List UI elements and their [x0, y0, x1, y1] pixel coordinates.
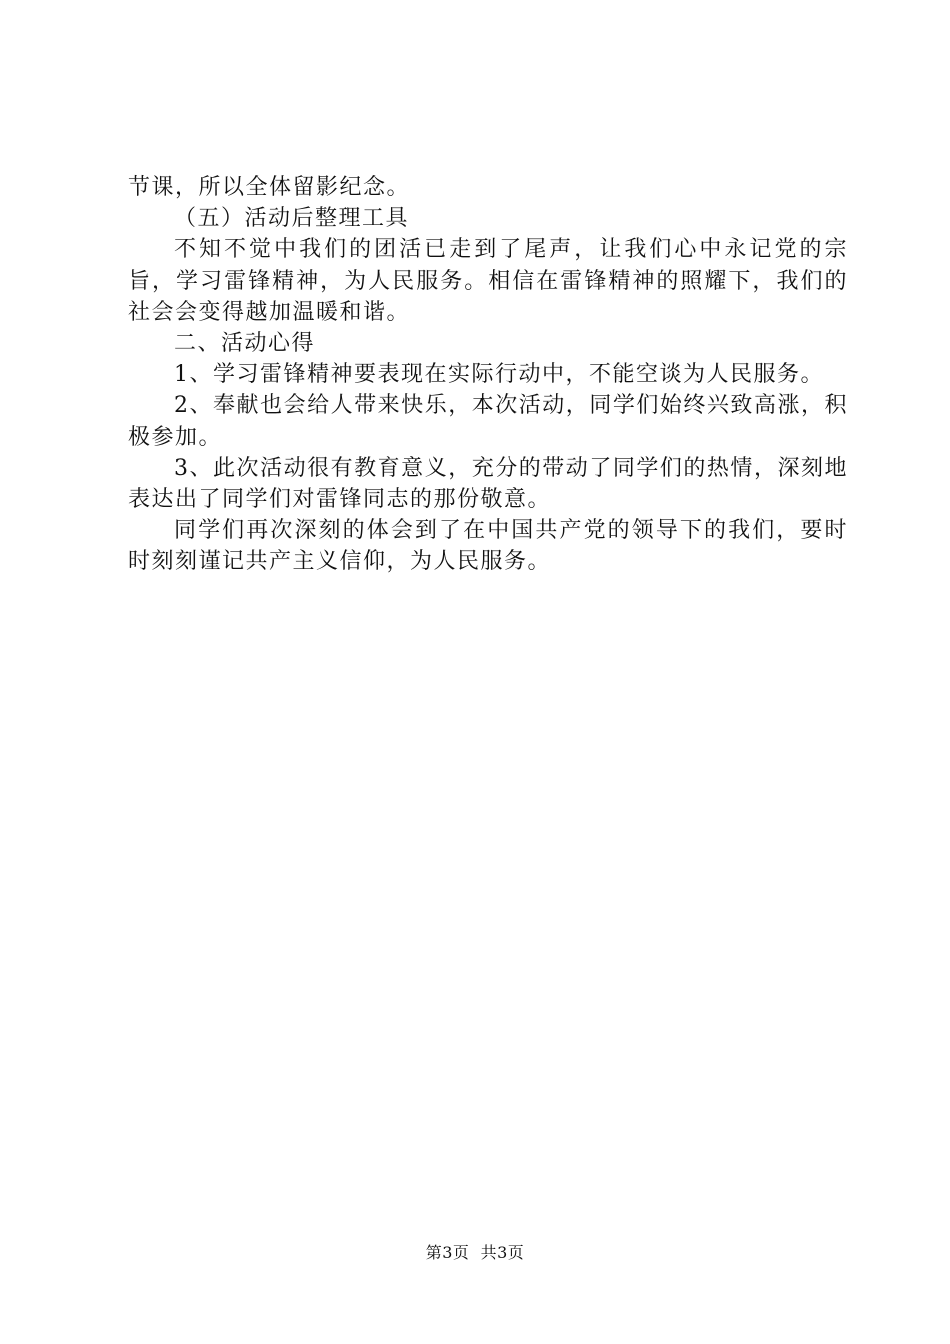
document-body — [128, 172, 848, 578]
paragraph-8: 同学们再次深刻的体会到了在中国共产党的领导下的我们，要时时刻刻谨记共产主义信仰，为人民服务。 — [128, 518, 848, 575]
paragraph-4-section-heading: 二、活动心得 — [174, 331, 316, 357]
page-footer — [0, 1243, 950, 1263]
paragraph-1: 节课，所以全体留影纪念。 — [128, 175, 411, 200]
paragraph-6-item-2: 2、奉献也会给人带来快乐，本次活动，同学们始终兴致高涨，积极参加。 — [128, 393, 848, 450]
paragraph-3: 不知不觉中我们的团活已走到了尾声，让我们心中永记党的宗旨，学习雷锋精神，为人民服务。相信在雷锋精神的照耀下，我们的社会会变得越加温暖和谐。 — [128, 237, 848, 325]
page-number: 第3页 — [425, 1243, 470, 1262]
paragraph-2-section-heading: （五）活动后整理工具 — [174, 206, 410, 232]
paragraph-5-item-1: 1、学习雷锋精神要表现在实际行动中，不能空谈为人民服务。 — [174, 362, 824, 388]
footer-spacer — [469, 1243, 480, 1262]
page-total: 共3页 — [480, 1243, 525, 1262]
paragraph-7-item-3: 3、此次活动很有教育意义，充分的带动了同学们的热情，深刻地表达出了同学们对雷锋同志的那份敬意。 — [128, 455, 848, 513]
